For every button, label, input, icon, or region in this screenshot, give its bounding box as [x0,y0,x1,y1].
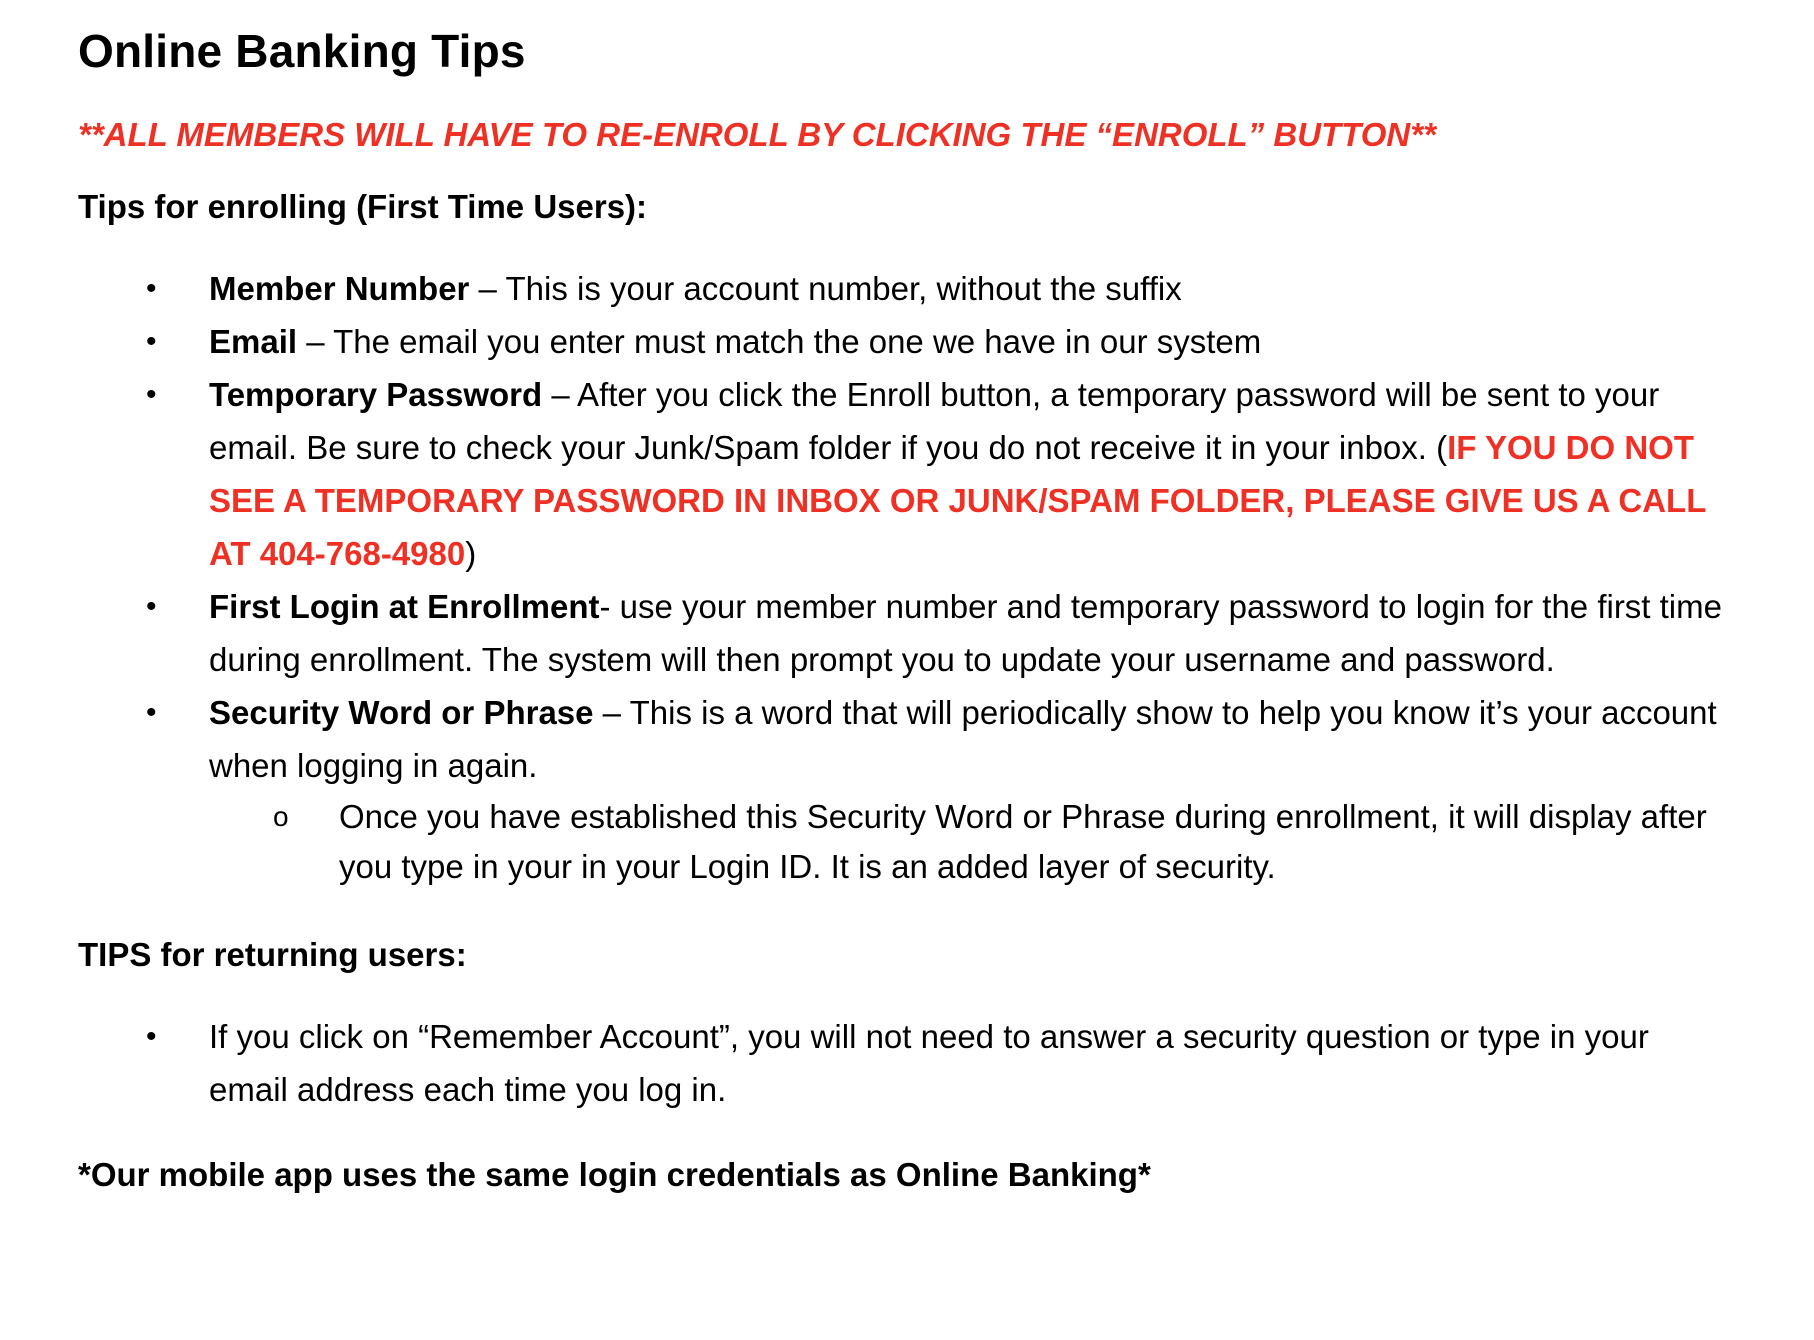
tip-text: – After you click the Enroll button, a temporary password will be sent to your email. Be sure to check your Junk/Spam folder if you do not receive it in your inbox. ( [209,376,1660,466]
tip-member-number [78,262,1754,315]
bullet-icon: • [146,325,157,358]
tip-email [78,315,1754,368]
tip-text: If you click on “Remember Account”, you will not need to answer a security question or type in your email address each time you log in. [209,1018,1649,1108]
sub-tip-text: Once you have established this Security Word or Phrase during enrollment, it will display after you type in your in your Login ID. It is an added layer of security. [339,798,1707,885]
bullet-icon: • [146,378,157,411]
tip-text: – This is your account number, without the suffix [469,270,1182,307]
bullet-icon: • [146,272,157,305]
tip-label: Email [209,323,298,360]
first-time-heading: Tips for enrolling (First Time Users): [78,188,648,225]
tip-remember-account [78,1010,1754,1116]
sub-list-item [209,792,1734,892]
security-word-sublist [209,792,1734,892]
page-title: Online Banking Tips [78,25,526,77]
mobile-app-note: *Our mobile app uses the same login credentials as Online Banking* [78,1156,1151,1193]
tip-label: Member Number [209,270,470,307]
tip-text: – The email you enter must match the one we have in our system [297,323,1262,360]
tip-text: – This is a word that will periodically show to help you know it’s your account when logging in again. [209,694,1717,784]
tip-label: First Login at Enrollment [209,588,600,625]
tip-label: Temporary Password [209,376,543,413]
returning-users-heading: TIPS for returning users: [78,936,467,973]
call-us-alert: IF YOU DO NOT SEE A TEMPORARY PASSWORD IN INBOX OR JUNK/SPAM FOLDER, PLEASE GIVE US A CALL AT 404-768-4980 [209,429,1706,572]
tip-first-login [78,580,1754,686]
returning-tips-list [78,1010,1754,1116]
tip-label: Security Word or Phrase [209,694,594,731]
tip-temporary-password [78,368,1754,580]
bullet-icon: • [146,696,157,729]
tip-text-close: ) [465,535,477,572]
re-enroll-notice: **ALL MEMBERS WILL HAVE TO RE-ENROLL BY CLICKING THE “ENROLL” BUTTON** [78,116,1436,153]
tip-security-word [78,686,1754,892]
first-time-tips-list [78,262,1754,892]
tip-text: - use your member number and temporary password to login for the first time during enrollment. The system will then prompt you to update your username and password. [209,588,1722,678]
circle-bullet-icon: o [273,801,289,832]
bullet-icon: • [146,590,157,623]
bullet-icon: • [146,1020,157,1053]
